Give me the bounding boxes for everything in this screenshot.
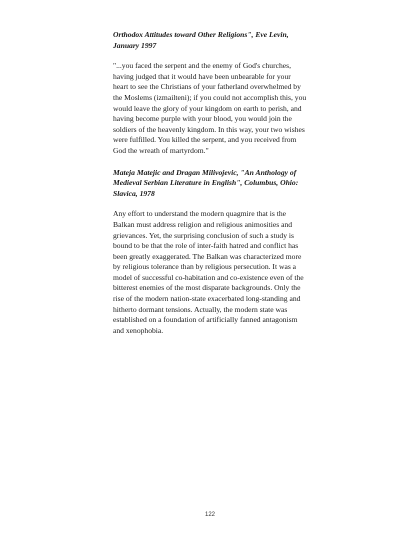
page-number: 122: [204, 512, 215, 518]
section-2-heading: Mateja Matejic and Dragan Milivojevic, "An Anthology of Medieval Serbian Literature in English", Columbus, Ohio: Slavica, 1978: [113, 167, 299, 198]
section-1-heading: Orthodox Attitudes toward Other Religions", Eve Levin, January 1997: [113, 30, 289, 50]
page-content: [113, 30, 307, 336]
section-1-body: "...you faced the serpent and the enemy of God's churches, having judged that it would have been unbearable for your heart to see the Christians of your fatherland overwhelmed by the Moslems (izmailteni); if you could not accomplish this, you would leave the glory of your kingdom on earth to perish, and having become purple with your blood, you would join the soldiers of the heavenly kingdom. In this way, your two wishes were fulfilled. You killed the serpent, and you received from God the wreath of martyrdom.": [113, 61, 307, 155]
section-2-body: Any effort to understand the modern quagmire that is the Balkan must address religion and religious animosities and grievances. Yet, the surprising conclusion of such a study is bound to be that the role of inter-faith hatred and conflict has been greatly exaggerated. The Balkan was characterized more by religious tolerance than by religious persecution. It was a model of successful co-habitation and co-existence even of the bitterest enemies of the most disparate backgrounds. Only the rise of the modern nation-state exacerbated long-standing and hitherto dormant tensions. Actually, the modern state was established on a foundation of artificially fanned antagonism and xenophobia.: [113, 209, 304, 335]
